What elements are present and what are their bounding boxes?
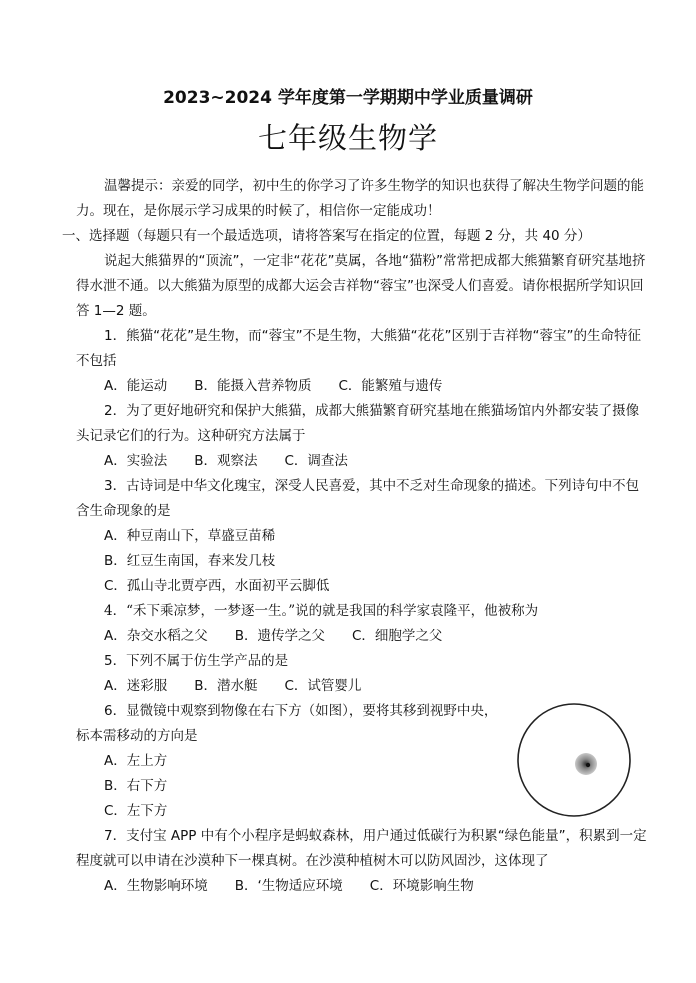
question-3: 3．古诗词是中华文化瑰宝，深受人民喜爱，其中不乏对生命现象的描述。下列诗句中不包含生命现象的是 [76,478,640,519]
question-1-options: A．能运动 B．能摄入营养物质 C．能繁殖与遗传 [104,378,443,394]
question-6-option-a: A．左上方 [104,753,168,769]
question-4: 4．“禾下乘凉梦，一梦逐一生。”说的就是我国的科学家袁隆平，他被称为 [104,603,539,619]
question-3-option-c: C．孤山寺北贾亭西，水面初平云脚低 [104,578,330,594]
question-2: 2．为了更好地研究和保护大熊猫，成都大熊猫繁育研究基地在熊猫场馆内外都安装了摄像头记录它们的行为。这种研究方法属于 [76,403,640,444]
field-of-view-circle [518,704,630,816]
question-6-option-c: C．左下方 [104,803,168,819]
question-3-option-b: B．红豆生南国，春来发几枝 [104,553,276,569]
reading-passage: 说起大熊猫界的“顶流”，一定非“花花”莫属，各地“猫粉”常常把成都大熊猫繁育研究基地挤得水泄不通。以大熊猫为原型的成都大运会吉祥物“蓉宝”也深受人们喜爱。请你根据所学知识回答 1—2 题。 [76,253,646,319]
question-2-options: A．实验法 B．观察法 C．调查法 [104,453,348,469]
question-4-options: A．杂交水稻之父 B．遗传学之父 C．细胞学之父 [104,628,443,644]
exam-title: 2023~2024 学年度第一学期期中学业质量调研 [163,88,533,108]
section-heading: 一、选择题（每题只有一个最适选项，请将答案写在指定的位置，每题 2 分，共 40 分） [62,228,591,244]
specimen-core [586,763,590,767]
intro-tip: 温馨提示：亲爱的同学，初中生的你学习了许多生物学的知识也获得了解决生物学问题的能力。现在，是你展示学习成果的时候了，相信你一定能成功！ [76,178,644,219]
question-7: 7．支付宝 APP 中有个小程序是蚂蚁森林，用户通过低碳行为积累“绿色能量”，积累到一定程度就可以申请在沙漠种下一棵真树。在沙漠种植树木可以防风固沙，这体现了 [76,828,647,869]
question-5: 5．下列不属于仿生学产品的是 [104,653,289,669]
question-5-options: A．迷彩服 B．潜水艇 C．试管婴儿 [104,678,362,694]
question-6: 6．显微镜中观察到物像在右下方（如图），要将其移到视野中央，标本需移动的方向是 [76,703,498,744]
question-6-option-b: B．右下方 [104,778,168,794]
question-3-option-a: A．种豆南山下，草盛豆苗稀 [104,528,276,544]
question-1: 1．熊猫“花花”是生物，而“蓉宝”不是生物，大熊猫“花花”区别于吉祥物“蓉宝”的生命特征不包括 [76,328,642,369]
specimen-image [575,753,597,775]
microscope-field-icon [516,702,632,818]
subject-title: 七年级生物学 [257,121,438,155]
question-7-options: A．生物影响环境 B．‘生物适应环境 C．环境影响生物 [104,878,474,894]
